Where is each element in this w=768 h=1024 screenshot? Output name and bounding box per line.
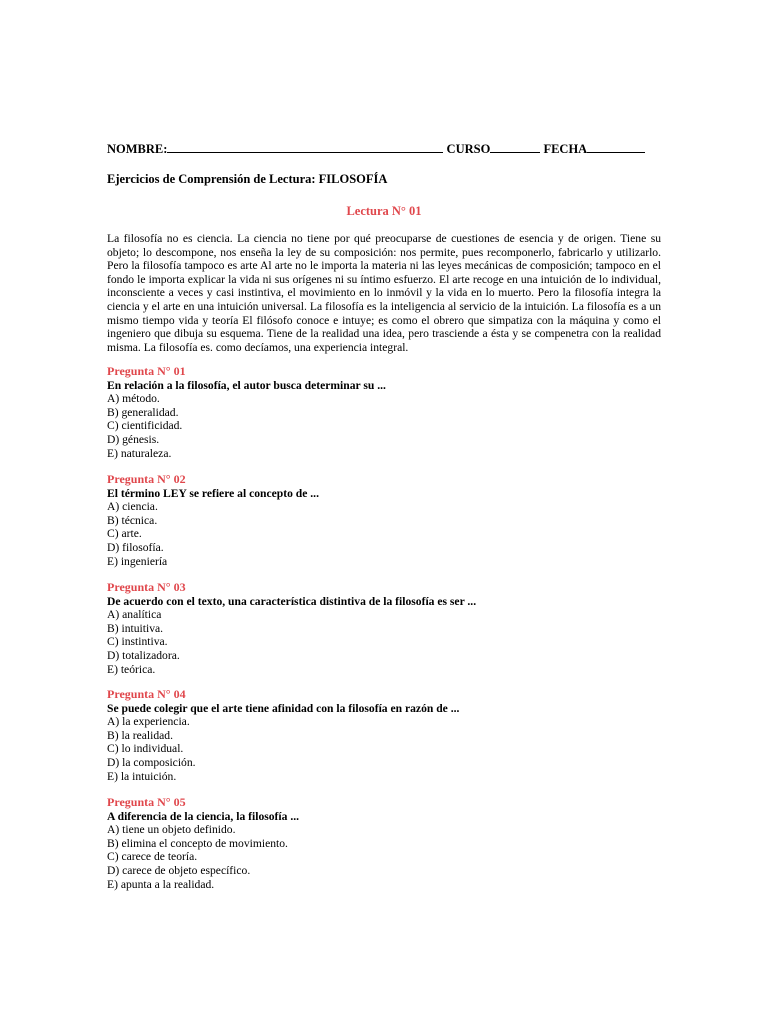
answer-option: C) arte. (107, 527, 142, 541)
question-label: Pregunta N° 03 (107, 580, 186, 594)
curso-label: CURSO (446, 142, 491, 156)
answer-option: E) la intuición. (107, 769, 177, 783)
answer-option: C) cientificidad. (107, 419, 183, 433)
answer-option: A) analítica (107, 608, 162, 622)
answer-option: D) génesis. (107, 432, 160, 446)
document-subtitle: Ejercicios de Comprensión de Lectura: FILOSOFÍA (107, 172, 388, 186)
question-block (107, 473, 661, 568)
reading-title: Lectura N° 01 (346, 204, 422, 218)
question-text: A diferencia de la ciencia, la filosofía ... (107, 809, 300, 823)
answer-option: C) instintiva. (107, 635, 168, 649)
question-label: Pregunta N° 02 (107, 472, 186, 486)
nombre-blank (167, 141, 443, 153)
question-block (107, 688, 661, 783)
answer-option: B) generalidad. (107, 405, 179, 419)
answer-option: E) ingeniería (107, 554, 168, 568)
nombre-label: NOMBRE: (107, 142, 168, 156)
reading-paragraph: La filosofía no es ciencia. La ciencia no tiene por qué preocuparse de cuestiones de esencia y de origen. Tiene su objeto; lo descompone, nos enseña la ley de su composición: nos permite, pues recomponerlo, fabricarlo y utilizarlo. Pero la filosofía tampoco es arte Al arte no le importa la materia ni las leyes mecánicas de composición; tampoco en el fondo le importa explicar la vida ni sus orígenes ni su íntimo esfuerzo. El arte recoge en una intuición de lo individual, inconsciente a veces y casi instintiva, el movimiento en lo inmóvil y la vida en lo muerto. Pero la filosofía integra la ciencia y el arte en una intuición universal. La filosofía es la inteligencia al servicio de la intuición. La filosofía es a un mismo tiempo vida y teoría El filósofo conoce e intuye; es como el obrero que simpatiza con la máquina y como el ingeniero que dibuja su esquema. Tiene de la realidad una idea, pero trasciende a ésta y se compenetra con la realidad misma. La filosofía es. como decíamos, una experiencia integral. (107, 232, 661, 354)
question-text: Se puede colegir que el arte tiene afinidad con la filosofía en razón de ... (107, 701, 460, 715)
answer-option: E) naturaleza. (107, 446, 172, 460)
question-label: Pregunta N° 05 (107, 795, 186, 809)
curso-blank (490, 141, 540, 153)
answer-option: A) ciencia. (107, 500, 158, 514)
question-label: Pregunta N° 01 (107, 364, 186, 378)
answer-option: B) la realidad. (107, 728, 173, 742)
answer-option: C) carece de teoría. (107, 850, 198, 864)
answer-option: E) apunta a la realidad. (107, 877, 215, 891)
answer-option: D) carece de objeto específico. (107, 863, 251, 877)
question-text: De acuerdo con el texto, una característica distintiva de la filosofía es ser ... (107, 594, 477, 608)
fecha-blank (587, 141, 645, 153)
question-block (107, 581, 661, 676)
answer-options (107, 715, 661, 783)
question-block (107, 796, 661, 891)
answer-option: D) filosofía. (107, 540, 164, 554)
answer-option: E) teórica. (107, 662, 156, 676)
answer-options (107, 392, 661, 460)
answer-option: D) la composición. (107, 755, 196, 769)
document-page (107, 0, 661, 1024)
answer-option: C) lo individual. (107, 742, 184, 756)
answer-option: B) técnica. (107, 513, 158, 527)
question-label: Pregunta N° 04 (107, 687, 186, 701)
fecha-label: FECHA (543, 142, 588, 156)
answer-options (107, 608, 661, 676)
question-text: El término LEY se refiere al concepto de ... (107, 486, 319, 500)
answer-options (107, 823, 661, 891)
answer-option: A) la experiencia. (107, 715, 190, 729)
question-block (107, 365, 661, 460)
student-info-line (107, 141, 661, 157)
answer-option: A) tiene un objeto definido. (107, 823, 236, 837)
answer-option: A) método. (107, 392, 160, 406)
answer-option: B) intuitiva. (107, 621, 164, 635)
answer-option: B) elimina el concepto de movimiento. (107, 836, 288, 850)
answer-option: D) totalizadora. (107, 648, 180, 662)
question-text: En relación a la filosofía, el autor busca determinar su ... (107, 378, 386, 392)
answer-options (107, 500, 661, 568)
